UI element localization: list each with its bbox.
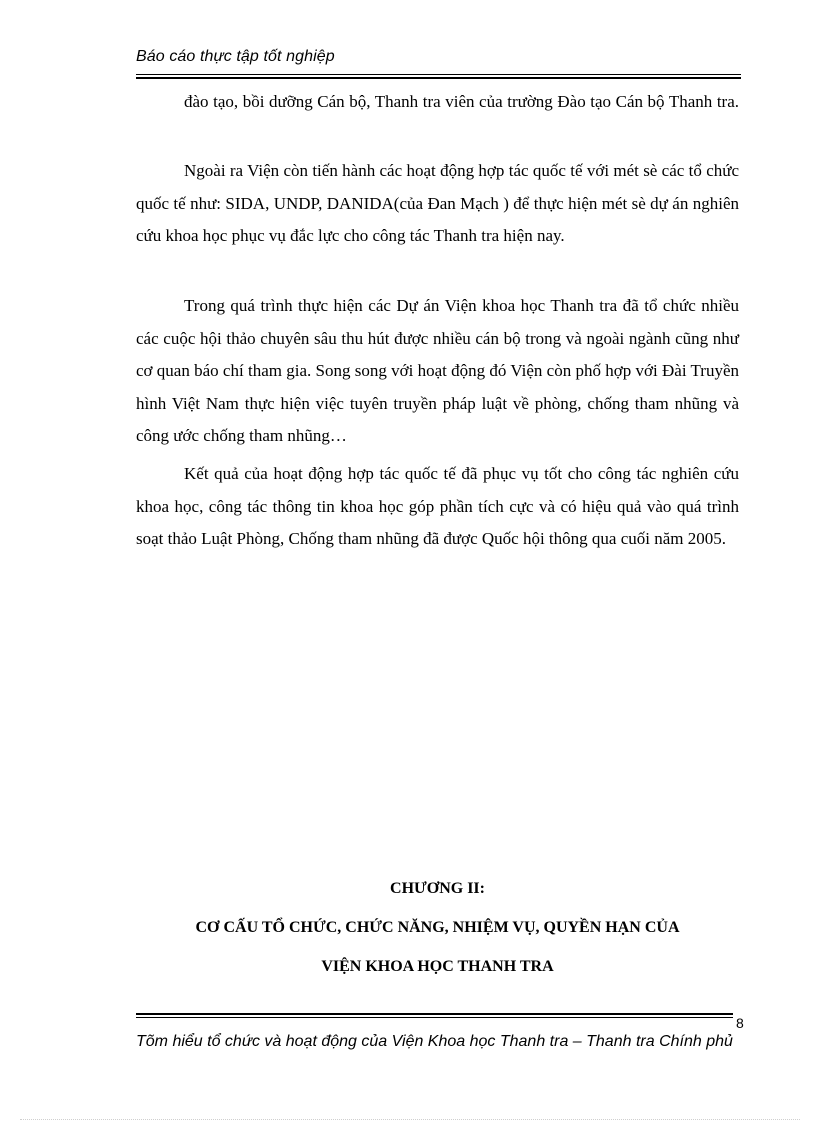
header-rule-thin xyxy=(136,74,741,75)
chapter-title-line-1: CƠ CẤU TỔ CHỨC, CHỨC NĂNG, NHIỆM VỤ, QUYỀN HẠN CỦA xyxy=(195,919,680,936)
paragraph-3: Trong quá trình thực hiện các Dự án Viện khoa học Thanh tra đã tổ chức nhiều các cuộc hội thảo chuyên sâu thu hút được nhiều cán bộ trong và ngoài ngành cũng như cơ quan báo chí tham gia. Song song với hoạt động đó Viện còn phố hợp với Đài Truyền hình Việt Nam thực hiện việc tuyên truyền pháp luật về phòng, chống tham nhũng và công ước chống tham nhũng… xyxy=(136,296,739,445)
page-edge-divider xyxy=(20,1119,800,1120)
paragraph-4: Kết quả của hoạt động hợp tác quốc tế đã phục vụ tốt cho công tác nghiên cứu khoa học, công tác thông tin khoa học góp phần tích cực và có hiệu quả vào quá trình soạt thảo Luật Phòng, Chống tham nhũng đã được Quốc hội thông qua cuối năm 2005. xyxy=(136,464,739,548)
chapter-title-line-2: VIỆN KHOA HỌC THANH TRA xyxy=(321,958,554,975)
header-title: Báo cáo thực tập tốt nghiệp xyxy=(136,48,335,65)
header-rule-thick xyxy=(136,77,741,79)
paragraph-2: Ngoài ra Viện còn tiến hành các hoạt động hợp tác quốc tế với mét sè các tổ chức quốc tế như: SIDA, UNDP, DANIDA(của Đan Mạch ) để thực hiện mét sè dự án nghiên cứu khoa học phục vụ đắc lực cho công tác Thanh tra hiện nay. xyxy=(136,161,739,245)
footer-rule-thin xyxy=(136,1017,733,1018)
footer-rule-thick xyxy=(136,1013,733,1015)
paragraph-1: đào tạo, bồi dưỡng Cán bộ, Thanh tra viên của trường Đào tạo Cán bộ Thanh tra. xyxy=(184,92,739,111)
footer-title: Tõm hiểu tổ chức và hoạt động của Viện Khoa học Thanh tra – Thanh tra Chính phủ xyxy=(136,1033,733,1050)
chapter-number: CHƯƠNG II: xyxy=(390,880,485,897)
page-number: 8 xyxy=(736,1015,744,1031)
